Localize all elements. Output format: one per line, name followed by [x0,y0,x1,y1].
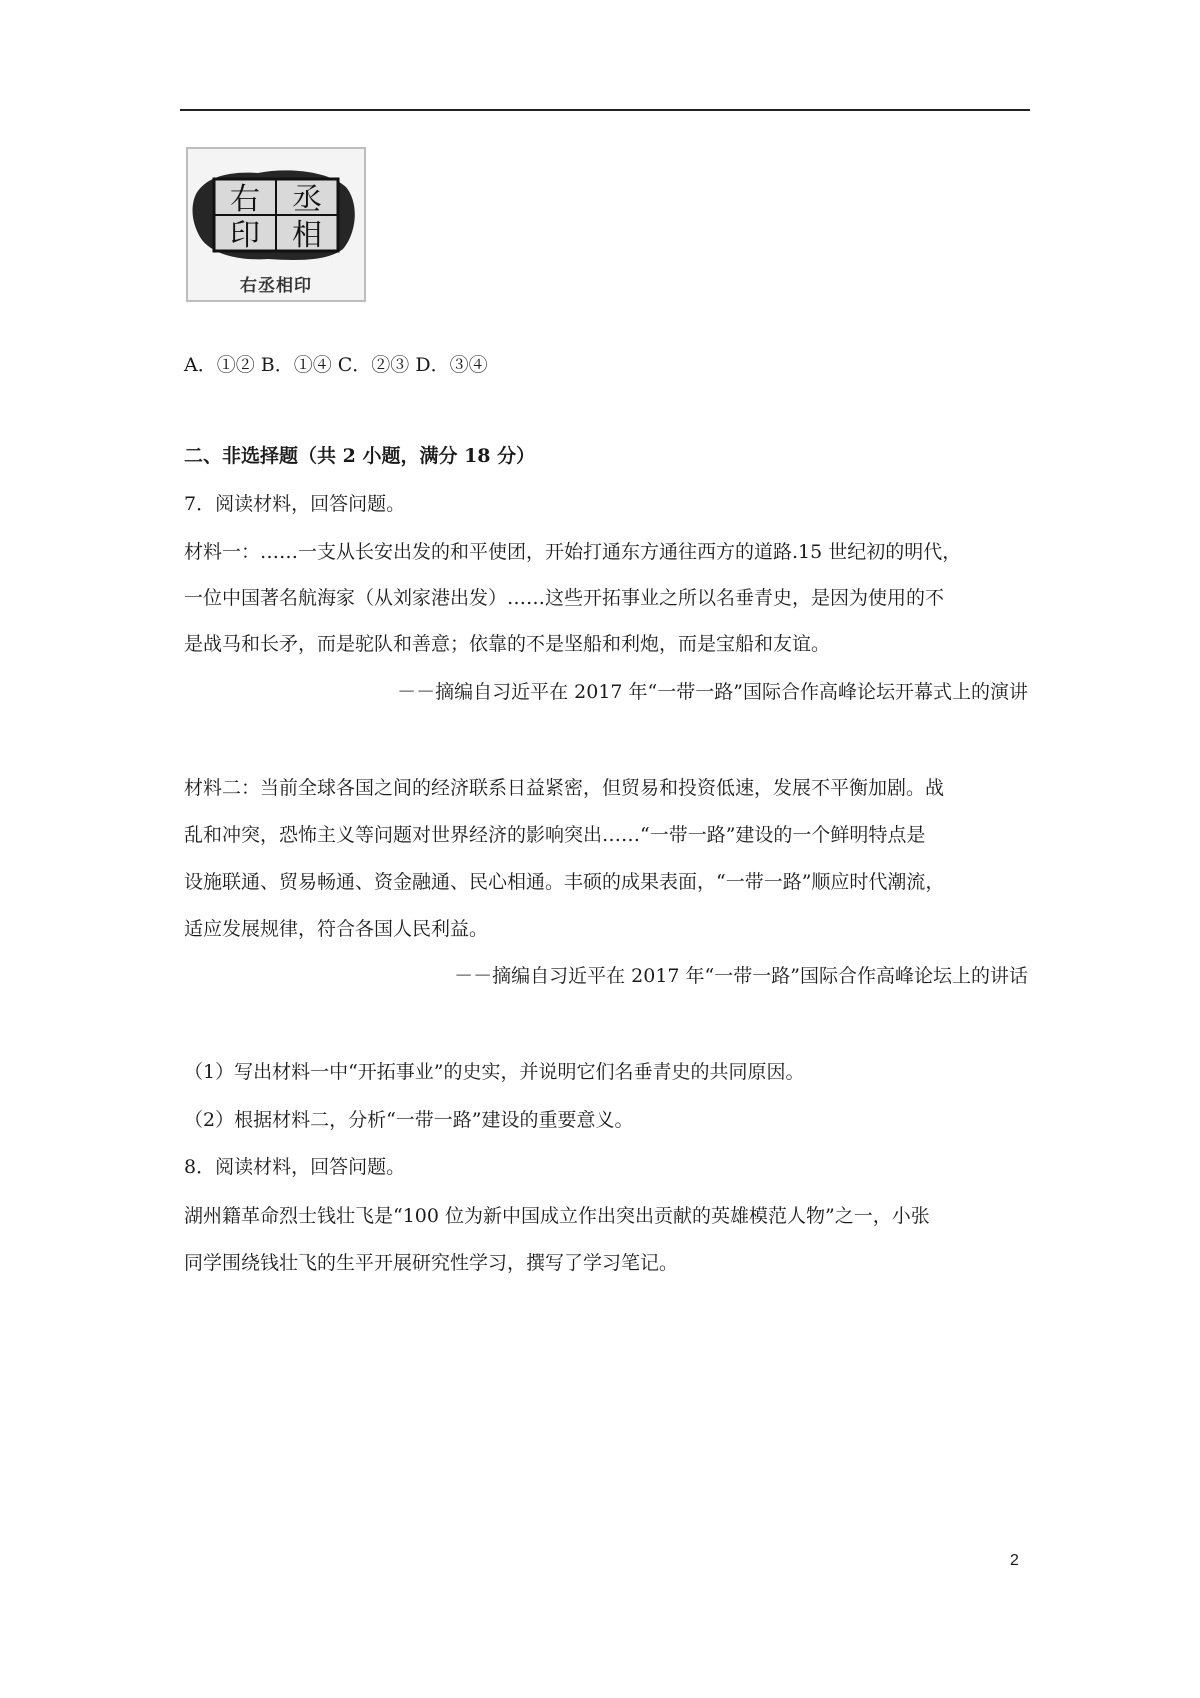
material-2-line-4: 适应发展规律，符合各国人民利益。 [184,918,489,940]
material-2-line-3: 设施联通、贸易畅通、资金融通、民心相通。丰硕的成果表面，“一带一路”顺应时代潮流， [184,871,945,893]
material-1-line-1: 材料一：……一支从长安出发的和平使团，开始打通东方通往西方的道路.15 世纪初的明代， [184,541,962,563]
material-2-source: －－摘编自习近平在 2017 年“一带一路”国际合作高峰论坛上的讲话 [454,965,1028,987]
header-rule [180,109,1030,111]
material-1-source: －－摘编自习近平在 2017 年“一带一路”国际合作高峰论坛开幕式上的演讲 [397,681,1028,703]
question-7-sub-2: （2）根据材料二，分析“一带一路”建设的重要意义。 [184,1109,634,1131]
material-1-line-3: 是战马和长矛，而是驼队和善意；依靠的不是坚船和利炮，而是宝船和友谊。 [184,633,831,655]
seal-char-2: 右 [230,182,260,217]
section-title: 二、非选择题（共 2 小题，满分 18 分） [184,445,536,467]
material-2-line-1: 材料二：当前全球各国之间的经济联系日益紧密，但贸易和投资低速，发展不平衡加剧。战 [184,777,945,799]
seal-caption: 右丞相印 [240,276,312,296]
answer-options: A．①② B．①④ C．②③ D．③④ [184,354,488,376]
page-number: 2 [1010,1552,1019,1569]
question-7-stem: 7．阅读材料，回答问题。 [184,493,406,515]
material-2-line-2: 乱和冲突，恐怖主义等问题对世界经济的影响突出……“一带一路”建设的一个鲜明特点是 [184,824,926,846]
question-8-stem: 8．阅读材料，回答问题。 [184,1156,406,1178]
question-8-line-1: 湖州籍革命烈士钱壮飞是“100 位为新中国成立作出突出贡献的英雄模范人物”之一，小张 [184,1205,930,1227]
question-7-sub-1: （1）写出材料一中“开拓事业”的史实，并说明它们名垂青史的共同原因。 [184,1061,805,1083]
material-1-line-2: 一位中国著名航海家（从刘家港出发）……这些开拓事业之所以名垂青史，是因为使用的不 [184,587,945,609]
seal-char-4: 印 [230,218,260,253]
seal-char-1: 丞 [292,182,322,217]
seal-char-3: 相 [292,218,322,253]
question-8-line-2: 同学围绕钱壮飞的生平开展研究性学习，撰写了学习笔记。 [184,1252,679,1274]
seal-image [186,147,366,302]
